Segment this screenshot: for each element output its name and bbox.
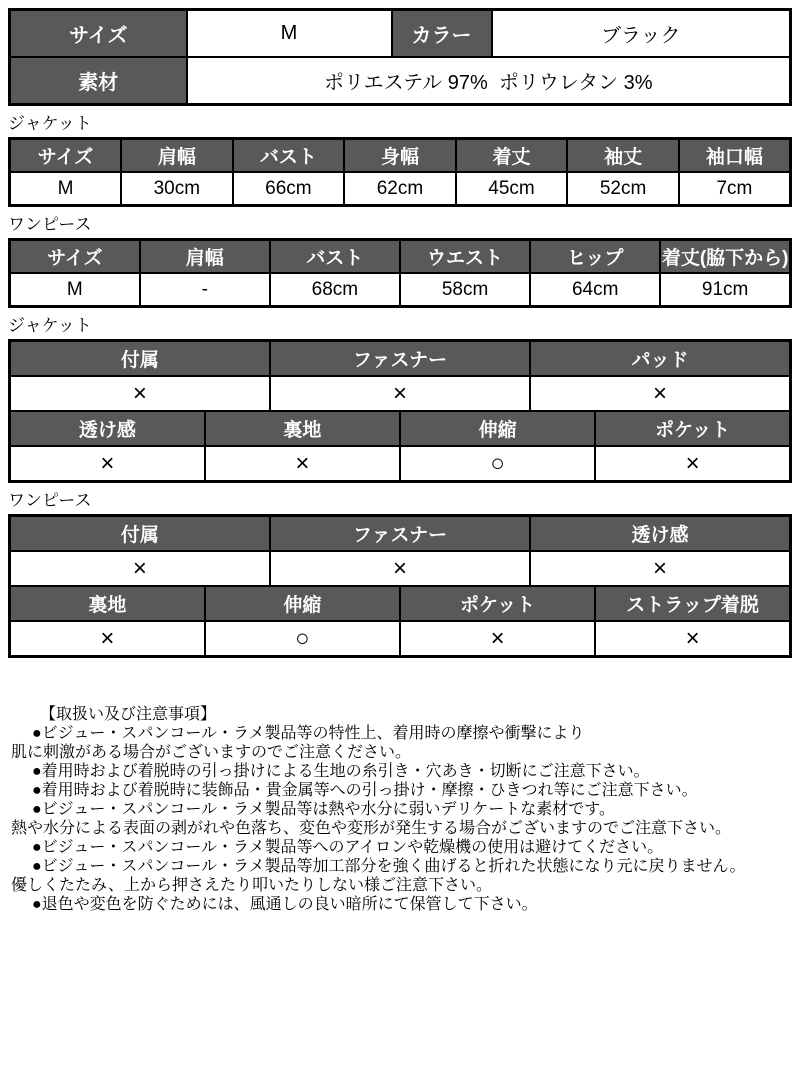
material-header-cell: 素材	[10, 57, 187, 105]
jacket-size-header-cell: 袖口幅	[679, 139, 791, 173]
jacket-size-value-cell: 30cm	[121, 172, 233, 206]
jacket-features-table	[8, 339, 792, 483]
onepiece-features-table	[8, 514, 792, 658]
jacket-size-header-cell: バスト	[233, 139, 345, 173]
onepiece-size-header-cell: ヒップ	[530, 240, 660, 274]
jacket-feature-value-cell: ×	[530, 376, 790, 411]
jacket-size-value-cell: 52cm	[567, 172, 679, 206]
size-value-cell: M	[187, 10, 392, 58]
product-spec-table	[8, 8, 792, 106]
table-value-row	[10, 551, 791, 586]
jacket-size-value-cell: 66cm	[233, 172, 345, 206]
handling-notes	[8, 705, 792, 914]
jacket-feature-header-cell: 裏地	[205, 411, 400, 446]
size-header-cell: サイズ	[10, 10, 187, 58]
table-value-row	[10, 621, 791, 657]
onepiece-size-section-label: ワンピース	[8, 215, 92, 234]
handling-note-line: ●ビジュー・スパンコール・ラメ製品等は熱や水分に弱いデリケートな素材です。	[32, 801, 615, 818]
material-value-cell: ポリエステル 97% ポリウレタン 3%	[187, 57, 791, 105]
jacket-feature-value-cell: ×	[10, 376, 270, 411]
jacket-feature-header-cell: 透け感	[10, 411, 205, 446]
jacket-size-value-cell: 7cm	[679, 172, 791, 206]
jacket-feature-header-cell: ファスナー	[270, 341, 530, 377]
jacket-feature-value-cell: ×	[595, 446, 790, 482]
table-header-row	[10, 341, 791, 377]
color-value-cell: ブラック	[492, 10, 791, 58]
jacket-feature-header-cell: 付属	[10, 341, 270, 377]
onepiece-feature-value-cell: ×	[400, 621, 595, 657]
onepiece-feature-header-cell: ストラップ着脱	[595, 586, 790, 621]
onepiece-feature-header-cell: 透け感	[530, 516, 790, 552]
onepiece-feature-value-cell: ×	[10, 551, 270, 586]
table-value-row	[10, 376, 791, 411]
onepiece-size-header-cell: バスト	[270, 240, 400, 274]
onepiece-feature-value-cell: ×	[270, 551, 530, 586]
onepiece-feature-value-cell: ×	[530, 551, 790, 586]
onepiece-feature-header-cell: ポケット	[400, 586, 595, 621]
jacket-size-table	[8, 137, 792, 207]
table-value-row	[10, 172, 791, 206]
table-value-row	[10, 446, 791, 482]
table-row	[10, 57, 791, 105]
table-header-row	[10, 139, 791, 173]
onepiece-feature-header-cell: 伸縮	[205, 586, 400, 621]
onepiece-feature-value-cell: ×	[595, 621, 790, 657]
table-header-row	[10, 586, 791, 621]
handling-note-line: ●退色や変色を防ぐためには、風通しの良い暗所にて保管して下さい。	[32, 896, 538, 913]
onepiece-size-header-cell: ウエスト	[400, 240, 530, 274]
table-header-row	[10, 240, 791, 274]
onepiece-feature-value-cell: ○	[205, 621, 400, 657]
onepiece-size-value-cell: 68cm	[270, 273, 400, 307]
handling-note-line: 熱や水分による表面の剥がれや色落ち、変色や変形が発生する場合がございますのでご注意下さい。	[11, 820, 732, 837]
onepiece-size-value-cell: 64cm	[530, 273, 660, 307]
color-header-cell: カラー	[392, 10, 492, 58]
jacket-feature-value-cell: ×	[10, 446, 205, 482]
handling-note-line: 肌に刺激がある場合がございますのでご注意ください。	[11, 744, 412, 761]
handling-notes-title: 【取扱い及び注意事項】	[40, 706, 217, 723]
jacket-feature-header-cell: パッド	[530, 341, 790, 377]
jacket-feature-value-cell: ×	[270, 376, 530, 411]
jacket-size-value-cell: 62cm	[344, 172, 456, 206]
jacket-size-header-cell: 袖丈	[567, 139, 679, 173]
jacket-size-header-cell: 身幅	[344, 139, 456, 173]
handling-note-line: ●着用時および着脱時の引っ掛けによる生地の糸引き・穴あき・切断にご注意下さい。	[32, 763, 650, 780]
onepiece-feature-header-cell: ファスナー	[270, 516, 530, 552]
jacket-feature-header-cell: ポケット	[595, 411, 790, 446]
jacket-size-header-cell: 着丈	[456, 139, 568, 173]
jacket-features-section-label: ジャケット	[8, 316, 92, 335]
onepiece-size-table	[8, 238, 792, 308]
onepiece-size-value-cell: M	[10, 273, 140, 307]
handling-note-line: 優しくたたみ、上から押さえたり叩いたりしない様ご注意下さい。	[11, 877, 492, 894]
onepiece-feature-header-cell: 裏地	[10, 586, 205, 621]
onepiece-features-section-label: ワンピース	[8, 491, 92, 510]
jacket-feature-value-cell: ×	[205, 446, 400, 482]
jacket-size-value-cell: M	[10, 172, 122, 206]
onepiece-feature-header-cell: 付属	[10, 516, 270, 552]
onepiece-size-value-cell: 91cm	[660, 273, 790, 307]
onepiece-feature-value-cell: ×	[10, 621, 205, 657]
table-header-row	[10, 516, 791, 552]
table-row	[10, 10, 791, 58]
onepiece-size-value-cell: 58cm	[400, 273, 530, 307]
onepiece-size-header-cell: サイズ	[10, 240, 140, 274]
table-header-row	[10, 411, 791, 446]
handling-note-line: ●ビジュー・スパンコール・ラメ製品等へのアイロンや乾燥機の使用は避けてください。	[32, 839, 664, 856]
jacket-feature-value-cell: ○	[400, 446, 595, 482]
jacket-size-header-cell: 肩幅	[121, 139, 233, 173]
jacket-size-value-cell: 45cm	[456, 172, 568, 206]
table-value-row	[10, 273, 791, 307]
onepiece-size-header-cell: 着丈(脇下から)	[660, 240, 790, 274]
jacket-size-section-label: ジャケット	[8, 114, 92, 133]
handling-note-line: ●ビジュー・スパンコール・ラメ製品等加工部分を強く曲げると折れた状態になり元に戻りません。	[32, 858, 746, 875]
jacket-feature-header-cell: 伸縮	[400, 411, 595, 446]
handling-note-line: ●ビジュー・スパンコール・ラメ製品等の特性上、着用時の摩擦や衝撃により	[32, 725, 585, 742]
onepiece-size-value-cell: -	[140, 273, 270, 307]
handling-note-line: ●着用時および着脱時に装飾品・貴金属等への引っ掛け・摩擦・ひきつれ等にご注意下さい。	[32, 782, 698, 799]
onepiece-size-header-cell: 肩幅	[140, 240, 270, 274]
jacket-size-header-cell: サイズ	[10, 139, 122, 173]
